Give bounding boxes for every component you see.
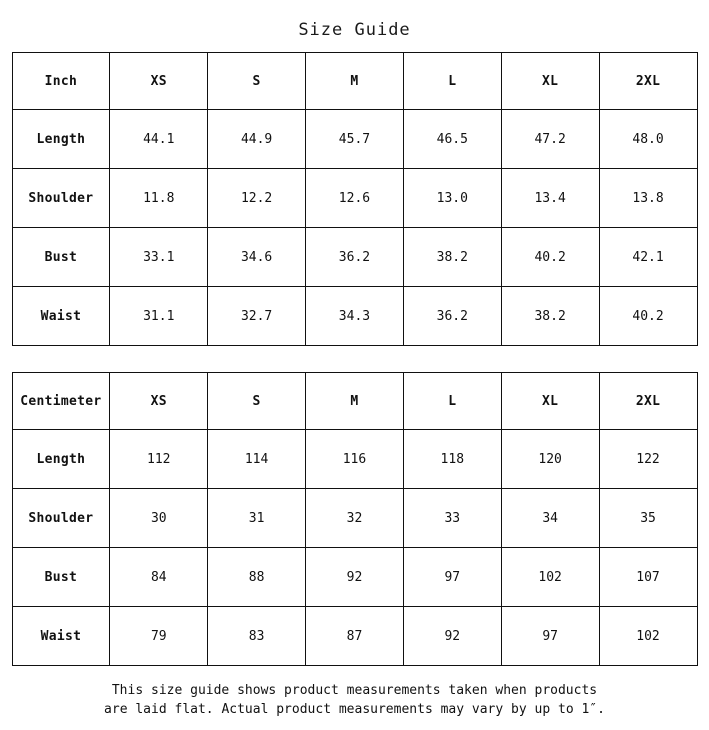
- cell-bust-l: 97: [403, 548, 501, 607]
- column-header-m: M: [306, 373, 404, 430]
- cell-waist-l: 36.2: [403, 287, 501, 346]
- row-label-waist: Waist: [12, 607, 110, 666]
- cell-bust-2xl: 42.1: [599, 228, 697, 287]
- cell-bust-xs: 84: [110, 548, 208, 607]
- table-header-row: [12, 373, 697, 430]
- unit-label-centimeter: Centimeter: [12, 373, 110, 430]
- cell-length-m: 45.7: [306, 110, 404, 169]
- cell-shoulder-l: 13.0: [403, 169, 501, 228]
- cell-shoulder-s: 12.2: [208, 169, 306, 228]
- cell-length-xs: 112: [110, 430, 208, 489]
- cell-length-l: 46.5: [403, 110, 501, 169]
- table-row: [12, 228, 697, 287]
- cell-shoulder-2xl: 35: [599, 489, 697, 548]
- cell-length-xl: 47.2: [501, 110, 599, 169]
- cell-length-s: 114: [208, 430, 306, 489]
- cell-bust-xl: 102: [501, 548, 599, 607]
- cell-shoulder-s: 31: [208, 489, 306, 548]
- cell-bust-l: 38.2: [403, 228, 501, 287]
- cell-bust-s: 34.6: [208, 228, 306, 287]
- cell-length-m: 116: [306, 430, 404, 489]
- column-header-2xl: 2XL: [599, 53, 697, 110]
- cell-waist-s: 32.7: [208, 287, 306, 346]
- cell-waist-2xl: 102: [599, 607, 697, 666]
- cell-shoulder-xs: 30: [110, 489, 208, 548]
- row-label-length: Length: [12, 430, 110, 489]
- column-header-xs: XS: [110, 373, 208, 430]
- footnote: [0, 666, 709, 720]
- column-header-l: L: [403, 53, 501, 110]
- column-header-l: L: [403, 373, 501, 430]
- cell-shoulder-m: 12.6: [306, 169, 404, 228]
- column-header-xl: XL: [501, 373, 599, 430]
- row-label-shoulder: Shoulder: [12, 489, 110, 548]
- footnote-line-1: This size guide shows product measurements taken when products: [111, 683, 598, 698]
- cell-waist-m: 34.3: [306, 287, 404, 346]
- cell-waist-xl: 38.2: [501, 287, 599, 346]
- cell-bust-m: 36.2: [306, 228, 404, 287]
- cell-waist-2xl: 40.2: [599, 287, 697, 346]
- cell-bust-xs: 33.1: [110, 228, 208, 287]
- cell-shoulder-xl: 13.4: [501, 169, 599, 228]
- column-header-s: S: [208, 373, 306, 430]
- cell-length-s: 44.9: [208, 110, 306, 169]
- cell-waist-xs: 31.1: [110, 287, 208, 346]
- row-label-length: Length: [12, 110, 110, 169]
- cell-bust-2xl: 107: [599, 548, 697, 607]
- cell-bust-m: 92: [306, 548, 404, 607]
- cell-shoulder-xs: 11.8: [110, 169, 208, 228]
- column-header-xs: XS: [110, 53, 208, 110]
- cell-length-xs: 44.1: [110, 110, 208, 169]
- cell-waist-xs: 79: [110, 607, 208, 666]
- row-label-bust: Bust: [12, 548, 110, 607]
- table-row: [12, 169, 697, 228]
- cell-shoulder-xl: 34: [501, 489, 599, 548]
- column-header-2xl: 2XL: [599, 373, 697, 430]
- footnote-line-2: are laid flat. Actual product measurements may vary by up to 1″.: [104, 701, 605, 717]
- cell-waist-m: 87: [306, 607, 404, 666]
- table-row: [12, 430, 697, 489]
- cell-length-2xl: 48.0: [599, 110, 697, 169]
- table-row: [12, 287, 697, 346]
- row-label-shoulder: Shoulder: [12, 169, 110, 228]
- table-row: [12, 489, 697, 548]
- row-label-waist: Waist: [12, 287, 110, 346]
- cell-length-xl: 120: [501, 430, 599, 489]
- cell-shoulder-m: 32: [306, 489, 404, 548]
- cell-bust-s: 88: [208, 548, 306, 607]
- inch-size-table: [12, 52, 698, 346]
- page-title: Size Guide: [298, 20, 411, 40]
- cell-length-2xl: 122: [599, 430, 697, 489]
- column-header-m: M: [306, 53, 404, 110]
- cell-waist-l: 92: [403, 607, 501, 666]
- table-separator: [0, 346, 709, 372]
- table-row: [12, 548, 697, 607]
- unit-label-inch: Inch: [12, 53, 110, 110]
- cell-waist-xl: 97: [501, 607, 599, 666]
- cell-waist-s: 83: [208, 607, 306, 666]
- column-header-xl: XL: [501, 53, 599, 110]
- column-header-s: S: [208, 53, 306, 110]
- centimeter-size-table: [12, 372, 698, 666]
- table-row: [12, 110, 697, 169]
- table-header-row: [12, 53, 697, 110]
- row-label-bust: Bust: [12, 228, 110, 287]
- cell-shoulder-l: 33: [403, 489, 501, 548]
- cell-length-l: 118: [403, 430, 501, 489]
- table-row: [12, 607, 697, 666]
- cell-shoulder-2xl: 13.8: [599, 169, 697, 228]
- cell-bust-xl: 40.2: [501, 228, 599, 287]
